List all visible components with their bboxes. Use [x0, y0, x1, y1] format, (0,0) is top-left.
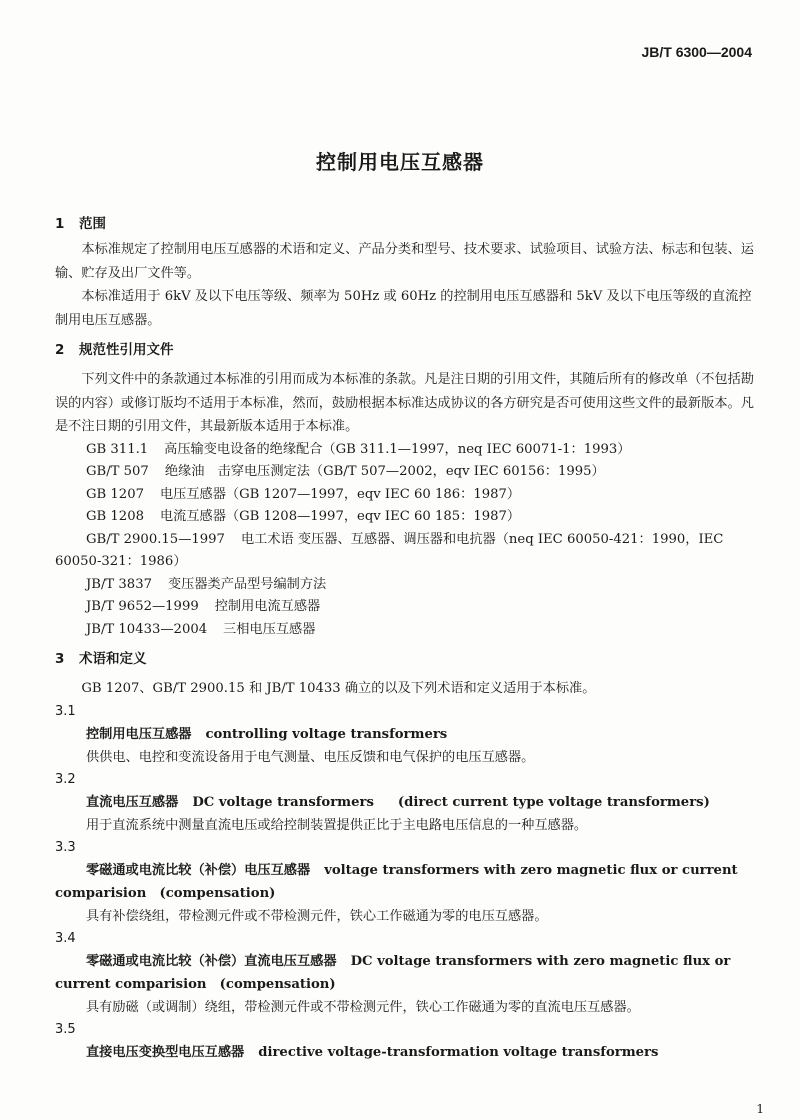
section-1-paragraph: 本标准适用于 6kV 及以下电压等级、频率为 50Hz 或 60Hz 的控制用电压互感器和 5kV 及以下电压等级的直流控制用电压互感器。 [55, 289, 752, 328]
term-list [55, 701, 758, 1064]
term-heading: 直流电压互感器 DC voltage transformers (direct current type voltage transformers) [86, 794, 710, 810]
term-number: 3.2 [55, 771, 76, 787]
section-2-heading: 2 规范性引用文件 [55, 342, 174, 358]
reference-item: GB 1207 电压互感器（GB 1207—1997，eqv IEC 60 186：1987） [86, 486, 521, 502]
standard-code: JB/T 6300—2004 [641, 44, 752, 60]
term-heading: 零磁通或电流比较（补偿）直流电压互感器 DC voltage transformers with zero magnetic flux or [86, 953, 731, 969]
term-heading-continuation: comparision (compensation) [55, 885, 276, 901]
reference-item: JB/T 10433—2004 三相电压互感器 [86, 621, 316, 637]
reference-item-continuation: 60050-321：1986） [55, 554, 187, 569]
reference-item: JB/T 3837 变压器类产品型号编制方法 [86, 576, 327, 592]
section-2-intro: 下列文件中的条款通过本标准的引用而成为本标准的条款。凡是注日期的引用文件，其随后所有的修改单（不包括勘误的内容）或修订版均不适用于本标准，然而，鼓励根据本标准达成协议的各方研究是否可使用这些文件的最新版本。凡是不注日期的引用文件，其最新版本适用于本标准。 [55, 372, 754, 434]
reference-item: JB/T 9652—1999 控制用电流互感器 [86, 599, 321, 614]
page-number: 1 [756, 1102, 764, 1116]
term-heading-continuation: current comparision (compensation) [55, 976, 336, 992]
section-3-heading: 3 术语和定义 [55, 651, 147, 667]
reference-item: GB 1208 电流互感器（GB 1208—1997，eqv IEC 60 185：1987） [86, 509, 521, 524]
term-definition: 用于直流系统中测量直流电压或给控制装置提供正比于主电路电压信息的一种互感器。 [86, 817, 588, 833]
section-1-paragraph: 本标准规定了控制用电压互感器的术语和定义、产品分类和型号、技术要求、试验项目、试验方法、标志和包装、运输、贮存及出厂文件等。 [55, 242, 754, 281]
term-heading: 直接电压变换型电压互感器 directive voltage-transformation voltage transformers [86, 1044, 659, 1060]
reference-item: GB 311.1 高压输变电设备的绝缘配合（GB 311.1—1997，neq IEC 60071-1：1993） [86, 441, 631, 457]
reference-list [55, 439, 758, 642]
term-definition: 具有励磁（或调制）绕组，带检测元件或不带检测元件，铁心工作磁通为零的直流电压互感器。 [86, 999, 640, 1015]
reference-item: GB/T 507 绝缘油 击穿电压测定法（GB/T 507—2002，eqv IEC 60156：1995） [86, 464, 605, 479]
section-3-intro: GB 1207、GB/T 2900.15 和 JB/T 10433 确立的以及下列术语和定义适用于本标准。 [81, 681, 596, 696]
document-body [55, 212, 758, 1064]
term-number: 3.1 [55, 703, 76, 719]
document-title: 控制用电压互感器 [316, 150, 484, 174]
term-heading: 零磁通或电流比较（补偿）电压互感器 voltage transformers with zero magnetic flux or current [86, 862, 738, 878]
section-1-heading: 1 范围 [55, 216, 106, 232]
term-number: 3.4 [55, 930, 76, 946]
term-definition: 供供电、电控和变流设备用于电气测量、电压反馈和电气保护的电压互感器。 [86, 749, 535, 765]
term-heading: 控制用电压互感器 controlling voltage transformers [86, 726, 448, 742]
term-definition: 具有补偿绕组，带检测元件或不带检测元件，铁心工作磁通为零的电压互感器。 [86, 908, 548, 924]
reference-item: GB/T 2900.15—1997 电工术语 变压器、互感器、调压器和电抗器（neq IEC 60050-421：1990，IEC [86, 531, 724, 547]
term-number: 3.5 [55, 1021, 76, 1037]
term-number: 3.3 [55, 839, 76, 855]
